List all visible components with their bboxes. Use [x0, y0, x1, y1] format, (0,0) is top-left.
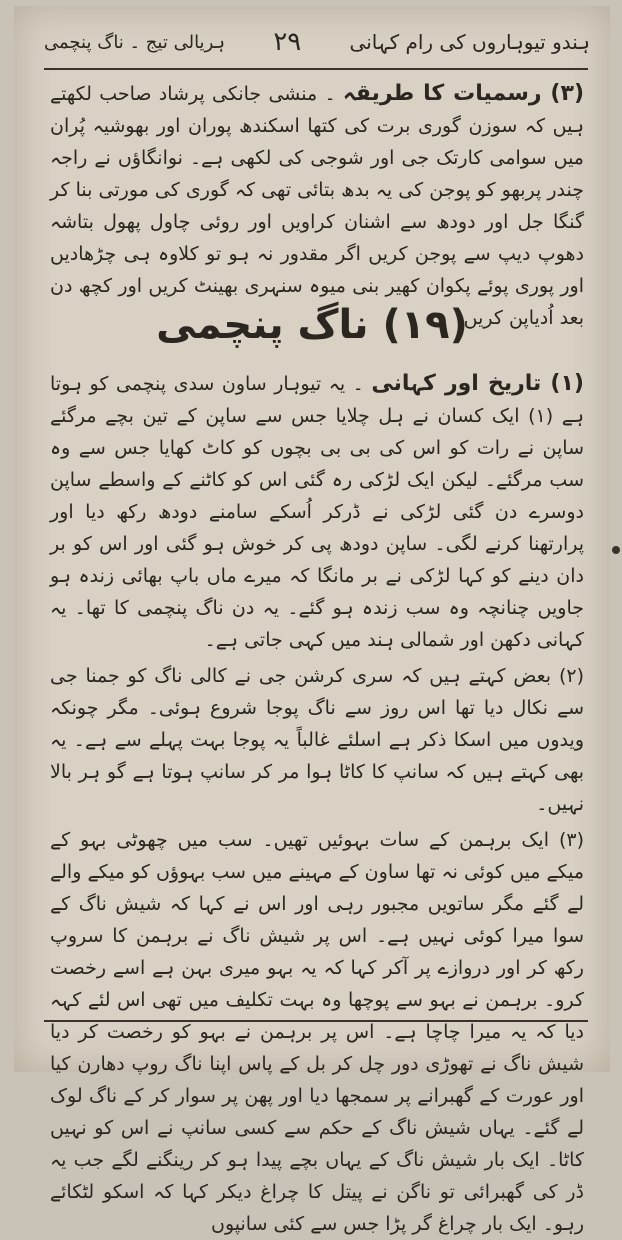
header-rule: [44, 68, 588, 70]
rites-heading: (۳) رسمیات کا طریقہ: [342, 81, 584, 106]
rites-paragraph: [50, 78, 584, 334]
running-title: ہندو تیوہاروں کی رام کہانی: [349, 30, 590, 54]
binding-hole: [612, 546, 620, 554]
history-text: ۔ یہ تیوہار ساون سدی پنچمی کو ہوتا ہے (۱) ایک کسان نے ہل چلایا جس سے ساپن کے تین بچے مرگئے ساپن نے رات کو اس کی بی بی بچوں کو کاٹ کھایا جس سے وہ سب مرگئے۔ لیکن ایک لڑکی رہ گئی اس کو کاٹنے کے واسطے ساپن دوسرے دن گئی لڑکی نے ڈرکر اُسکے سامنے دودھ رکھ دیا اور پرارتھنا کرنے لگی۔ ساپن دودھ پی کر خوش ہو گئی اور اس کو بر دان دینے کو کہا لڑکی نے بر مانگا کہ میرے ماں باپ بھائی زندہ ہو جاویں چنانچہ وہ سب زندہ ہو گئے۔ یہ دن ناگ پنچمی کا تھا۔ یہ کہانی دکھن اور شمالی ہند میں کہی جاتی ہے۔: [50, 373, 585, 651]
history-heading: (۱) تاریخ اور کہانی: [371, 371, 584, 396]
footer-rule: [44, 1020, 588, 1022]
chapter-heading: (۱۹) ناگ پنچمی: [156, 302, 468, 348]
running-subtitle: ہریالی تیج ۔ ناگ پنچمی: [44, 31, 226, 53]
page-header: [44, 20, 590, 64]
book-page: [14, 6, 610, 1235]
chapter-body: [50, 368, 585, 1235]
history-paragraph: [50, 368, 584, 656]
rites-text: ۔ منشی جانکی پرشاد صاحب لکھتے ہیں کہ سوزن گوری برت کی کتھا اسکندھ پوران اور بھوشیہ پُران میں سوامی کارتک جی اور شوجی کی لکھی ہے۔ نوانگاؤں نے راجہ چندر پربھو کو پوجن کی یہ بدھ بتائی تھی کہ گوری کی مورتی بنا کر گنگا جل اور دودھ سے اشنان کراویں اور روئی چاول پھول بتاشہ دھوپ دیپ سے پوجن کریں اگر مقدور نہ ہو تو کلاوہ ہی چڑھادیں اور پوری پوئے پکوان کھیر بنی میوہ سنہری بھینٹ کریں اور کچھ دن بعد اُدیاپن کریں: [50, 83, 584, 329]
page-number: ۲۹: [273, 27, 302, 57]
brahmin-paragraph: (۳) ایک برہمن کے سات بہوئیں تھیں۔ سب میں چھوٹی بہو کے میکے میں کوئی نہ تھا ساون کے مہینے میں سب بہوؤں کو میکے والے لے گئے مگر ساتویں مجبور رہی اور اس نے کہا کہ شیش ناگ کے سوا میرا کوئی نہیں ہے۔ اس پر شیش ناگ نے برہمن کا سروپ رکھ کر اور دروازے پر آکر کہا کہ یہ بہو میری بہن ہے اسے رخصت کرو۔ برہمن نے بہو سے پوچھا وہ بہت تکلیف میں تھی اس لئے کہہ دیا کہ یہ میرا چاچا ہے۔ اس پر برہمن نے بہو کو رخصت کر دیا شیش ناگ نے تھوڑی دور چل کر بل کے پاس اپنا ناگ روپ دھارن کیا اور عورت کے گھبرانے پر سمجھا دیا اور پھن پر سوار کر کے ناگ لوک لے گئے۔ یہاں شیش ناگ کے حکم سے کسی سانپ نے اس کو نہیں کاٹا۔ ایک بار شیش ناگ کے یہاں بچے پیدا ہو کر رینگنے لگے جب یہ ڈر کی گھبرائی تو ناگن نے پیتل کا چراغ دیکر کہا کہ اسکو لٹکائے رہو۔ ایک بار چراغ گر پڑا جس سے کئی سانپوں: [50, 829, 584, 1235]
krishna-paragraph: (۲) بعض کہتے ہیں کہ سری کرشن جی نے کالی ناگ کو جمنا جی سے نکال دیا تھا اس روز سے ناگ پوجا شروع ہوئی۔ مگر چونکہ ویدوں میں اسکا ذکر ہے اسلئے غالباً یہ پوجا بہت پہلے سے ہے۔ یہ بھی کہتے ہیں کہ سانپ کا کاٹا ہوا مر کر سانپ ہوتا ہے گو ہر بالا نہیں۔: [50, 665, 584, 815]
